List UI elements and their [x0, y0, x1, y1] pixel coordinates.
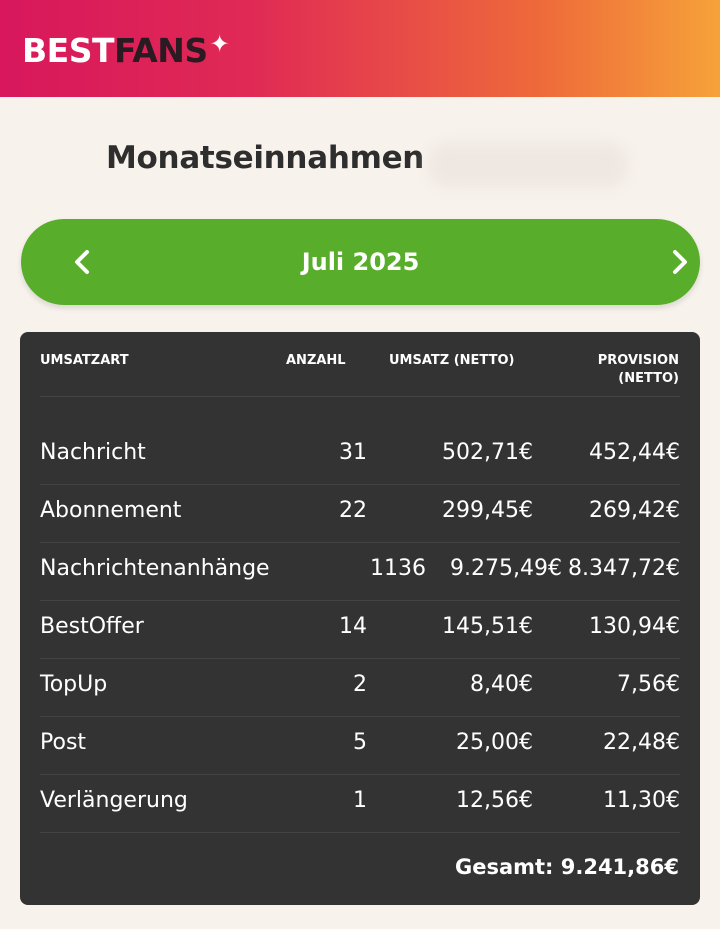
blurred-username — [428, 142, 628, 188]
row-type: Abonnement — [40, 498, 182, 523]
row-type: Nachrichtenanhänge — [40, 556, 270, 581]
row-type: Verlängerung — [40, 788, 188, 813]
row-commission: 11,30€ — [603, 788, 680, 813]
row-type: BestOffer — [40, 614, 144, 639]
row-type: Nachricht — [40, 440, 146, 465]
table-row — [40, 775, 680, 833]
row-count: 14 — [339, 614, 367, 639]
row-count: 1136 — [370, 556, 426, 581]
row-revenue: 8,40€ — [470, 672, 533, 697]
row-count: 5 — [353, 730, 367, 755]
row-commission: 8.347,72€ — [568, 556, 680, 581]
column-header-commission-line2: (NETTO) — [618, 371, 679, 386]
row-type: Post — [40, 730, 87, 755]
current-month-label: Juli 2025 — [301, 248, 420, 276]
total-amount: Gesamt: 9.241,86€ — [454, 855, 679, 879]
bestfans-logo[interactable] — [22, 28, 229, 72]
logo-fans-text: FANS — [113, 30, 208, 70]
month-selector — [21, 219, 700, 305]
row-revenue: 12,56€ — [456, 788, 533, 813]
row-count: 31 — [339, 440, 367, 465]
row-commission: 269,42€ — [589, 498, 680, 523]
revenue-table — [20, 332, 700, 905]
chevron-right-icon[interactable] — [664, 247, 694, 277]
row-revenue: 502,71€ — [442, 440, 533, 465]
header-divider — [40, 396, 680, 397]
top-header-bar — [0, 0, 720, 97]
row-commission: 130,94€ — [589, 614, 680, 639]
column-header-type: UMSATZART — [40, 353, 129, 368]
logo-best-text: BEST — [22, 30, 114, 70]
row-count: 1 — [353, 788, 367, 813]
table-row — [40, 659, 680, 717]
table-row — [40, 543, 680, 601]
row-type: TopUp — [40, 672, 108, 697]
row-commission: 22,48€ — [603, 730, 680, 755]
row-revenue: 25,00€ — [456, 730, 533, 755]
column-header-commission — [559, 352, 679, 388]
row-revenue: 299,45€ — [442, 498, 533, 523]
table-row — [40, 717, 680, 775]
table-row — [40, 427, 680, 485]
column-header-count: ANZAHL — [286, 353, 346, 368]
row-count: 22 — [339, 498, 367, 523]
row-commission: 452,44€ — [589, 440, 680, 465]
row-revenue: 9.275,49€ — [450, 556, 562, 581]
column-header-commission-line1: PROVISION — [597, 353, 679, 368]
table-row — [40, 601, 680, 659]
column-header-revenue: UMSATZ (NETTO) — [389, 353, 515, 368]
row-count: 2 — [353, 672, 367, 697]
row-commission: 7,56€ — [617, 672, 680, 697]
row-revenue: 145,51€ — [442, 614, 533, 639]
row-divider — [40, 832, 680, 833]
sparkle-icon: ✦ — [209, 30, 230, 58]
table-row — [40, 485, 680, 543]
page-title: Monatseinnahmen — [106, 140, 425, 176]
